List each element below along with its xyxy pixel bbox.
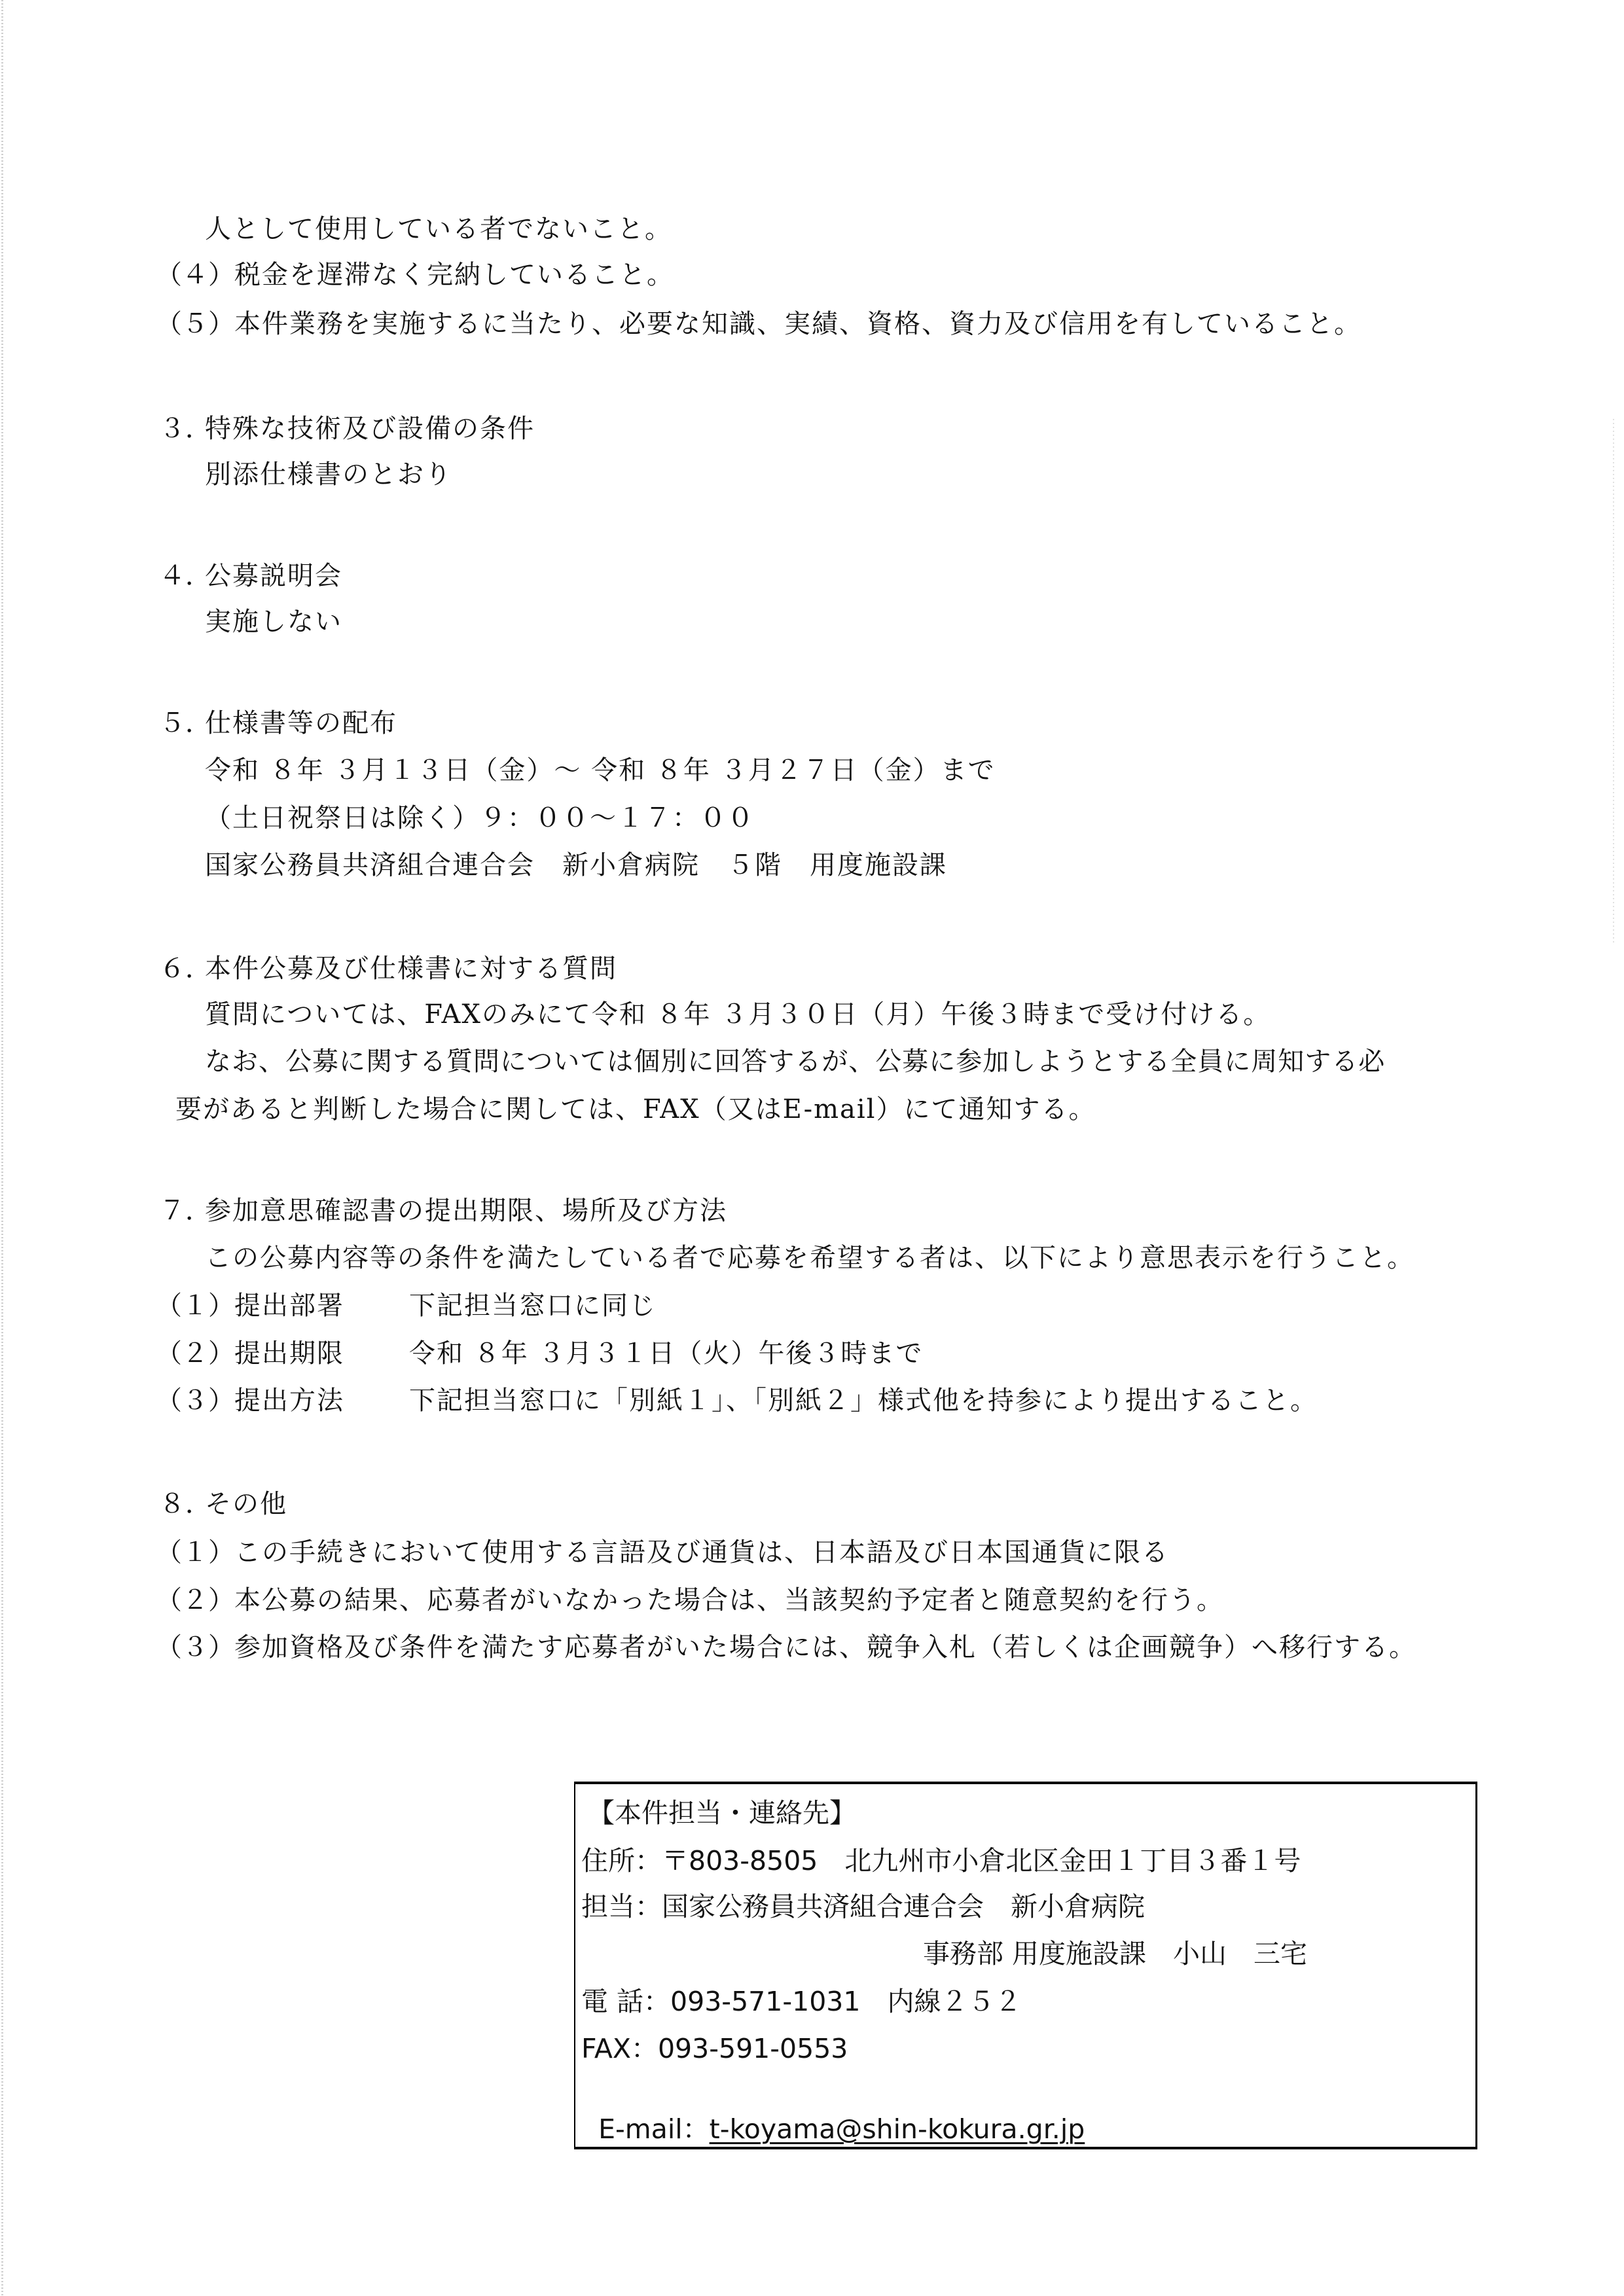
contact-heading: 【本件担当・連絡先】 bbox=[588, 1797, 856, 1829]
item-label: 提出期限 bbox=[234, 1338, 344, 1369]
section-title: 特殊な技術及び設備の条件 bbox=[205, 414, 535, 444]
section-number: ７． bbox=[159, 1196, 211, 1226]
contact-person: 担当：国家公務員共済組合連合会 新小倉病院 bbox=[581, 1891, 1145, 1922]
item-text: この手続きにおいて使用する言語及び通貨は、日本語及び日本国通貨に限る bbox=[234, 1537, 1169, 1568]
section-title: 参加意思確認書の提出期限、場所及び方法 bbox=[205, 1196, 727, 1226]
section-body: 実施しない bbox=[205, 607, 342, 637]
contact-address: 住所：〒803-8505 北九州市小倉北区金田１丁目３番１号 bbox=[581, 1845, 1301, 1876]
item-text: 本公募の結果、応募者がいなかった場合は、当該契約予定者と随意契約を行う。 bbox=[234, 1585, 1224, 1615]
section-number: ３． bbox=[159, 414, 211, 444]
section-number: ６． bbox=[159, 954, 211, 984]
distribution-period: 令和 ８年 ３月１３日（金）～ 令和 ８年 ３月２７日（金）まで bbox=[205, 755, 996, 785]
contact-email-row bbox=[581, 2080, 1085, 2145]
email-link[interactable]: t-koyama@shin-kokura.gr.jp bbox=[709, 2113, 1085, 2145]
section-body: なお、公募に関する質問については個別に回答するが、公募に参加しようとする全員に周知する必 bbox=[205, 1047, 1386, 1077]
section-number: ８． bbox=[159, 1489, 211, 1519]
item-label: 提出方法 bbox=[234, 1386, 344, 1416]
item-number: （５） bbox=[156, 309, 234, 339]
item-number: （４） bbox=[156, 260, 234, 290]
section-title: 仕様書等の配布 bbox=[205, 708, 397, 738]
item-number: （３） bbox=[156, 1632, 234, 1662]
section-title: 本件公募及び仕様書に対する質問 bbox=[205, 954, 617, 984]
scan-edge-artifact bbox=[1, 0, 3, 2296]
item-text: 税金を遅滞なく完納していること。 bbox=[234, 260, 674, 290]
section-body: 質問については、FAXのみにて令和 ８年 ３月３０日（月）午後３時まで受け付ける。 bbox=[205, 999, 1271, 1030]
section-number: ４． bbox=[159, 561, 211, 591]
contact-department: 事務部 用度施設課 小山 三宅 bbox=[923, 1938, 1308, 1969]
contact-fax: FAX：093-591-0553 bbox=[581, 2033, 848, 2064]
item-number: （２） bbox=[156, 1338, 234, 1369]
item-label: 提出部署 bbox=[234, 1291, 344, 1321]
section-title: その他 bbox=[205, 1489, 287, 1519]
item-value: 令和 ８年 ３月３１日（火）午後３時まで bbox=[409, 1338, 924, 1369]
continuation-text: 人として使用している者でないこと。 bbox=[205, 214, 672, 244]
item-text: 本件業務を実施するに当たり、必要な知識、実績、資格、資力及び信用を有していること。 bbox=[234, 309, 1362, 339]
section-intro: この公募内容等の条件を満たしている者で応募を希望する者は、以下により意思表示を行うこと。 bbox=[205, 1243, 1415, 1273]
distribution-hours: （土日祝祭日は除く）９：００～１７：００ bbox=[205, 803, 755, 833]
item-text: 参加資格及び条件を満たす応募者がいた場合には、競争入札（若しくは企画競争）へ移行する。 bbox=[234, 1632, 1416, 1662]
section-body: 別添仕様書のとおり bbox=[205, 459, 452, 490]
section-number: ５． bbox=[159, 708, 211, 738]
item-number: （１） bbox=[156, 1291, 234, 1321]
section-title: 公募説明会 bbox=[205, 561, 342, 591]
item-number: （２） bbox=[156, 1585, 234, 1615]
email-label: E-mail： bbox=[598, 2113, 710, 2145]
section-body: 要があると判断した場合に関しては、FAX（又はE-mail）にて通知する。 bbox=[175, 1094, 1096, 1124]
contact-phone: 電 話：093-571-1031 内線２５２ bbox=[581, 1986, 1022, 2017]
item-value: 下記担当窓口に同じ bbox=[409, 1291, 657, 1321]
item-number: （３） bbox=[156, 1386, 234, 1416]
item-value: 下記担当窓口に「別紙１」、「別紙２」様式他を持参により提出すること。 bbox=[409, 1386, 1318, 1416]
item-number: （１） bbox=[156, 1537, 234, 1568]
scan-edge-artifact bbox=[1613, 419, 1614, 942]
distribution-place: 国家公務員共済組合連合会 新小倉病院 ５階 用度施設課 bbox=[205, 850, 947, 880]
